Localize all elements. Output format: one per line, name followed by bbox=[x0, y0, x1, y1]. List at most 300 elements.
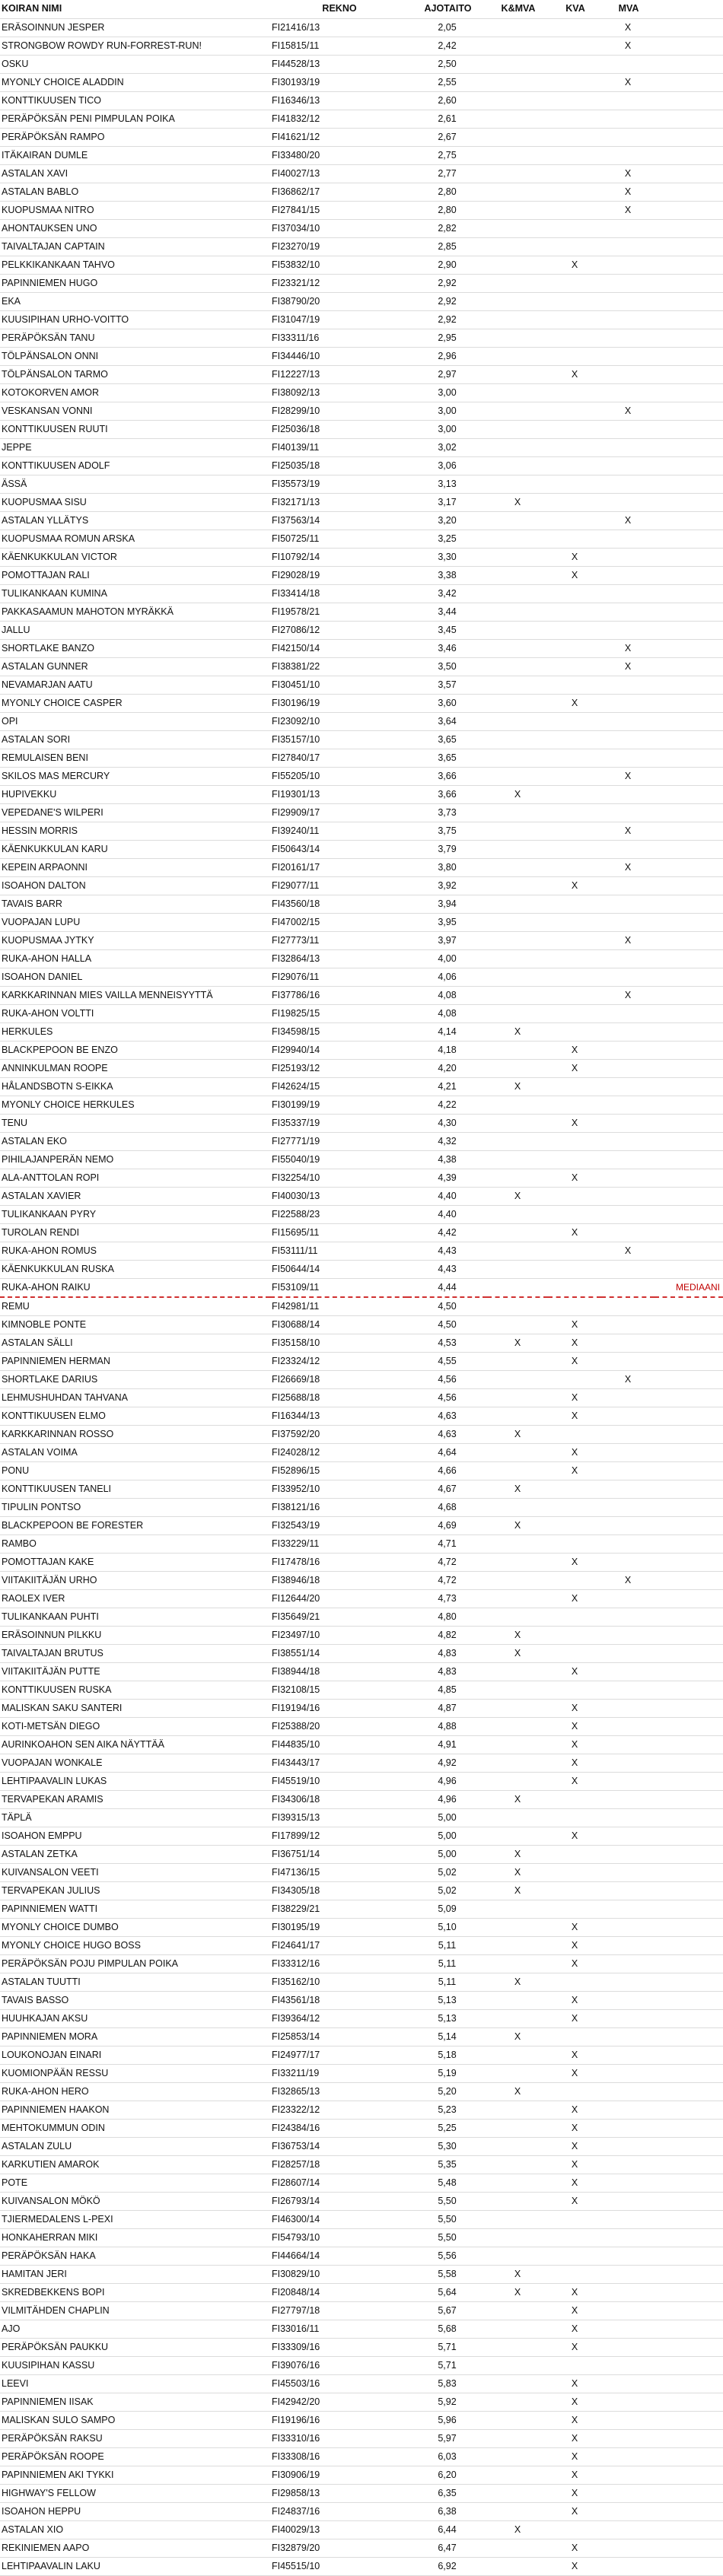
table-row bbox=[0, 1863, 723, 1881]
cell-kva bbox=[548, 1370, 601, 1388]
cell-kva bbox=[548, 1096, 601, 1114]
cell-rekno: FI37563/14 bbox=[270, 511, 407, 530]
cell-rekno: FI22588/23 bbox=[270, 1205, 407, 1223]
cell-ajotaito: 4,83 bbox=[407, 1662, 487, 1681]
table-row bbox=[0, 1334, 723, 1352]
table-row bbox=[0, 822, 723, 840]
cell-kmva bbox=[487, 913, 548, 931]
cell-kmva: X bbox=[487, 1845, 548, 1863]
cell-mva bbox=[601, 219, 655, 237]
cell-rekno: FI39076/16 bbox=[270, 2356, 407, 2374]
cell-ajotaito: 4,85 bbox=[407, 1681, 487, 1699]
cell-ajotaito: 5,11 bbox=[407, 1973, 487, 1991]
cell-kmva bbox=[487, 183, 548, 201]
cell-kva bbox=[548, 1150, 601, 1169]
cell-kva: X bbox=[548, 2119, 601, 2137]
cell-spacer bbox=[655, 2247, 723, 2265]
cell-ajotaito: 3,13 bbox=[407, 475, 487, 493]
cell-name: ASTALAN YLLÄTYS bbox=[0, 511, 270, 530]
cell-spacer bbox=[655, 1132, 723, 1150]
cell-kva: X bbox=[548, 2283, 601, 2301]
table-row bbox=[0, 1808, 723, 1827]
table-row bbox=[0, 493, 723, 511]
cell-kmva bbox=[487, 1717, 548, 1735]
header-row bbox=[0, 0, 723, 18]
table-body bbox=[0, 18, 723, 2575]
cell-spacer bbox=[655, 2082, 723, 2101]
cell-rekno: FI40139/11 bbox=[270, 438, 407, 456]
cell-name: LEHMUSHUHDAN TAHVANA bbox=[0, 1388, 270, 1407]
cell-mva bbox=[601, 1223, 655, 1242]
cell-mva bbox=[601, 1608, 655, 1626]
cell-ajotaito: 3,45 bbox=[407, 621, 487, 639]
cell-rekno: FI15815/11 bbox=[270, 37, 407, 55]
cell-kmva: X bbox=[487, 2027, 548, 2046]
cell-mva bbox=[601, 1735, 655, 1754]
cell-rekno: FI39364/12 bbox=[270, 2009, 407, 2027]
cell-spacer bbox=[655, 1608, 723, 1626]
cell-ajotaito: 3,92 bbox=[407, 876, 487, 895]
cell-ajotaito: 5,50 bbox=[407, 2228, 487, 2247]
cell-name: PAPINNIEMEN HAAKON bbox=[0, 2101, 270, 2119]
cell-mva: X bbox=[601, 858, 655, 876]
cell-mva bbox=[601, 1480, 655, 1498]
cell-name: HONKAHERRAN MIKI bbox=[0, 2228, 270, 2247]
cell-rekno: FI30196/19 bbox=[270, 694, 407, 712]
cell-kmva bbox=[487, 548, 548, 566]
cell-rekno: FI52896/15 bbox=[270, 1461, 407, 1480]
cell-mva bbox=[601, 1845, 655, 1863]
cell-mva bbox=[601, 365, 655, 383]
cell-rekno: FI25193/12 bbox=[270, 1059, 407, 1077]
cell-ajotaito: 2,90 bbox=[407, 256, 487, 274]
cell-kva bbox=[548, 1516, 601, 1534]
cell-kmva: X bbox=[487, 785, 548, 803]
cell-spacer bbox=[655, 1041, 723, 1059]
cell-rekno: FI41621/12 bbox=[270, 128, 407, 146]
cell-kva: X bbox=[548, 1461, 601, 1480]
cell-kmva bbox=[487, 1571, 548, 1589]
cell-spacer bbox=[655, 2411, 723, 2429]
cell-kva bbox=[548, 1973, 601, 1991]
cell-name: VESKANSAN VONNI bbox=[0, 402, 270, 420]
cell-kva bbox=[548, 2027, 601, 2046]
cell-kva bbox=[548, 1297, 601, 1316]
cell-name: PERÄPÖKSÄN PAUKKU bbox=[0, 2338, 270, 2356]
cell-kmva: X bbox=[487, 2265, 548, 2283]
table-row bbox=[0, 931, 723, 949]
cell-name: RUKA-AHON VOLTTI bbox=[0, 1004, 270, 1022]
table-row bbox=[0, 1315, 723, 1334]
cell-mva: X bbox=[601, 1242, 655, 1260]
cell-ajotaito: 6,38 bbox=[407, 2502, 487, 2520]
cell-mva bbox=[601, 1534, 655, 1553]
table-row bbox=[0, 347, 723, 365]
cell-rekno: FI12644/20 bbox=[270, 1589, 407, 1608]
cell-kmva bbox=[487, 1772, 548, 1790]
table-row bbox=[0, 2009, 723, 2027]
cell-rekno: FI38944/18 bbox=[270, 1662, 407, 1681]
cell-mva: X bbox=[601, 931, 655, 949]
cell-rekno: FI32108/15 bbox=[270, 1681, 407, 1699]
cell-kva bbox=[548, 895, 601, 913]
cell-kva bbox=[548, 2265, 601, 2283]
cell-kmva bbox=[487, 803, 548, 822]
cell-rekno: FI27771/19 bbox=[270, 1132, 407, 1150]
cell-mva bbox=[601, 1461, 655, 1480]
cell-kmva bbox=[487, 91, 548, 110]
cell-mva bbox=[601, 803, 655, 822]
cell-kmva bbox=[487, 1407, 548, 1425]
cell-kva bbox=[548, 1608, 601, 1626]
cell-spacer bbox=[655, 329, 723, 347]
cell-ajotaito: 5,23 bbox=[407, 2101, 487, 2119]
cell-mva bbox=[601, 2101, 655, 2119]
cell-kva: X bbox=[548, 2064, 601, 2082]
cell-kva bbox=[548, 530, 601, 548]
cell-mva bbox=[601, 237, 655, 256]
cell-kva bbox=[548, 1900, 601, 1918]
cell-spacer bbox=[655, 1699, 723, 1717]
cell-kva bbox=[548, 219, 601, 237]
cell-kmva bbox=[487, 603, 548, 621]
cell-kmva: X bbox=[487, 1790, 548, 1808]
cell-kmva bbox=[487, 1114, 548, 1132]
cell-kmva bbox=[487, 895, 548, 913]
cell-kva bbox=[548, 73, 601, 91]
cell-kva: X bbox=[548, 2101, 601, 2119]
cell-spacer bbox=[655, 2356, 723, 2374]
cell-spacer bbox=[655, 694, 723, 712]
table-row bbox=[0, 1205, 723, 1223]
cell-kmva bbox=[487, 1096, 548, 1114]
cell-ajotaito: 2,67 bbox=[407, 128, 487, 146]
cell-rekno: FI44835/10 bbox=[270, 1735, 407, 1754]
cell-mva bbox=[601, 2027, 655, 2046]
table-row bbox=[0, 146, 723, 164]
cell-ajotaito: 5,02 bbox=[407, 1881, 487, 1900]
cell-spacer bbox=[655, 1004, 723, 1022]
cell-kva bbox=[548, 438, 601, 456]
cell-kva: X bbox=[548, 1754, 601, 1772]
table-row bbox=[0, 1626, 723, 1644]
cell-kmva bbox=[487, 2210, 548, 2228]
cell-ajotaito: 6,35 bbox=[407, 2484, 487, 2502]
cell-ajotaito: 3,94 bbox=[407, 895, 487, 913]
table-row bbox=[0, 548, 723, 566]
cell-name: OSKU bbox=[0, 55, 270, 73]
cell-mva bbox=[601, 2374, 655, 2393]
cell-kva: X bbox=[548, 2557, 601, 2575]
cell-name: TULIKANKAAN KUMINA bbox=[0, 584, 270, 603]
cell-rekno: FI29077/11 bbox=[270, 876, 407, 895]
cell-kmva bbox=[487, 1808, 548, 1827]
cell-kva: X bbox=[548, 2137, 601, 2155]
table-row bbox=[0, 1699, 723, 1717]
table-row bbox=[0, 55, 723, 73]
cell-kva: X bbox=[548, 1553, 601, 1571]
cell-kva bbox=[548, 621, 601, 639]
cell-kva bbox=[548, 639, 601, 657]
cell-kmva bbox=[487, 2009, 548, 2027]
cell-kva: X bbox=[548, 1954, 601, 1973]
cell-mva bbox=[601, 493, 655, 511]
cell-mva bbox=[601, 1808, 655, 1827]
table-row bbox=[0, 639, 723, 657]
cell-ajotaito: 4,32 bbox=[407, 1132, 487, 1150]
table-row bbox=[0, 767, 723, 785]
cell-kva bbox=[548, 420, 601, 438]
cell-rekno: FI16346/13 bbox=[270, 91, 407, 110]
cell-mva bbox=[601, 1297, 655, 1316]
cell-kva: X bbox=[548, 2539, 601, 2557]
cell-rekno: FI38946/18 bbox=[270, 1571, 407, 1589]
cell-rekno: FI26669/18 bbox=[270, 1370, 407, 1388]
cell-rekno: FI32865/13 bbox=[270, 2082, 407, 2101]
cell-spacer bbox=[655, 1480, 723, 1498]
cell-rekno: FI17478/16 bbox=[270, 1553, 407, 1571]
cell-name: JALLU bbox=[0, 621, 270, 639]
cell-kmva: X bbox=[487, 1425, 548, 1443]
cell-name: TJIERMEDALENS L-PEXI bbox=[0, 2210, 270, 2228]
cell-mva: X bbox=[601, 639, 655, 657]
cell-kva: X bbox=[548, 548, 601, 566]
cell-name: PERÄPÖKSÄN ROOPE bbox=[0, 2447, 270, 2466]
cell-mva bbox=[601, 1516, 655, 1534]
table-row bbox=[0, 2320, 723, 2338]
cell-mva bbox=[601, 438, 655, 456]
cell-ajotaito: 5,11 bbox=[407, 1936, 487, 1954]
table-row bbox=[0, 329, 723, 347]
cell-kmva bbox=[487, 292, 548, 310]
cell-name: PERÄPÖKSÄN POJU PIMPULAN POIKA bbox=[0, 1954, 270, 1973]
cell-ajotaito: 4,40 bbox=[407, 1205, 487, 1223]
cell-rekno: FI39315/13 bbox=[270, 1808, 407, 1827]
cell-ajotaito: 5,25 bbox=[407, 2119, 487, 2137]
cell-ajotaito: 2,92 bbox=[407, 292, 487, 310]
cell-kva bbox=[548, 146, 601, 164]
table-row bbox=[0, 2228, 723, 2247]
cell-rekno: FI36751/14 bbox=[270, 1845, 407, 1863]
table-row bbox=[0, 2356, 723, 2374]
table-row bbox=[0, 1187, 723, 1205]
cell-name: PAPINNIEMEN IISAK bbox=[0, 2393, 270, 2411]
cell-ajotaito: 2,05 bbox=[407, 18, 487, 37]
table-row bbox=[0, 1223, 723, 1242]
cell-ajotaito: 4,18 bbox=[407, 1041, 487, 1059]
cell-rekno: FI34305/18 bbox=[270, 1881, 407, 1900]
table-row bbox=[0, 566, 723, 584]
cell-rekno: FI24837/16 bbox=[270, 2502, 407, 2520]
cell-spacer bbox=[655, 1498, 723, 1516]
cell-kmva bbox=[487, 2064, 548, 2082]
cell-rekno: FI42624/15 bbox=[270, 1077, 407, 1096]
table-row bbox=[0, 1096, 723, 1114]
cell-ajotaito: 4,72 bbox=[407, 1571, 487, 1589]
table-row bbox=[0, 1936, 723, 1954]
cell-mva bbox=[601, 2356, 655, 2374]
cell-kva: X bbox=[548, 2301, 601, 2320]
cell-kmva bbox=[487, 1936, 548, 1954]
cell-name: MYONLY CHOICE HERKULES bbox=[0, 1096, 270, 1114]
table-row bbox=[0, 1681, 723, 1699]
cell-kva bbox=[548, 1242, 601, 1260]
cell-kva bbox=[548, 456, 601, 475]
cell-kva: X bbox=[548, 1827, 601, 1845]
cell-name: ISOAHON DALTON bbox=[0, 876, 270, 895]
cell-spacer bbox=[655, 1461, 723, 1480]
cell-name: TERVAPEKAN JULIUS bbox=[0, 1881, 270, 1900]
cell-ajotaito: 5,18 bbox=[407, 2046, 487, 2064]
cell-rekno: FI34306/18 bbox=[270, 1790, 407, 1808]
cell-spacer bbox=[655, 55, 723, 73]
cell-name: VEPEDANE'S WILPERI bbox=[0, 803, 270, 822]
cell-kmva bbox=[487, 274, 548, 292]
cell-name: KARKKARINNAN MIES VAILLA MENNEISYYTTÄ bbox=[0, 986, 270, 1004]
cell-rekno: FI40029/13 bbox=[270, 2520, 407, 2539]
cell-kmva bbox=[487, 1169, 548, 1187]
header-spacer bbox=[655, 0, 723, 18]
cell-rekno: FI36753/14 bbox=[270, 2137, 407, 2155]
table-row bbox=[0, 694, 723, 712]
cell-name: KUUSIPIHAN URHO-VOITTO bbox=[0, 310, 270, 329]
cell-ajotaito: 5,30 bbox=[407, 2137, 487, 2155]
cell-mva bbox=[601, 584, 655, 603]
cell-mva bbox=[601, 2411, 655, 2429]
cell-rekno: FI38092/13 bbox=[270, 383, 407, 402]
cell-ajotaito: 4,42 bbox=[407, 1223, 487, 1242]
table-row bbox=[0, 1845, 723, 1863]
cell-rekno: FI19578/21 bbox=[270, 603, 407, 621]
cell-spacer bbox=[655, 1187, 723, 1205]
cell-kva bbox=[548, 18, 601, 37]
cell-name: AHONTAUKSEN UNO bbox=[0, 219, 270, 237]
cell-rekno: FI19301/13 bbox=[270, 785, 407, 803]
cell-rekno: FI38551/14 bbox=[270, 1644, 407, 1662]
cell-spacer bbox=[655, 456, 723, 475]
cell-kva bbox=[548, 986, 601, 1004]
cell-mva bbox=[601, 383, 655, 402]
cell-mva bbox=[601, 2320, 655, 2338]
cell-spacer bbox=[655, 18, 723, 37]
cell-kva bbox=[548, 237, 601, 256]
table-row bbox=[0, 949, 723, 968]
cell-mva bbox=[601, 1004, 655, 1022]
table-row bbox=[0, 1516, 723, 1534]
cell-ajotaito: 3,46 bbox=[407, 639, 487, 657]
cell-mva bbox=[601, 146, 655, 164]
cell-rekno: FI33211/19 bbox=[270, 2064, 407, 2082]
cell-ajotaito: 2,95 bbox=[407, 329, 487, 347]
table-row bbox=[0, 1717, 723, 1735]
cell-rekno: FI53109/11 bbox=[270, 1278, 407, 1297]
cell-name: TAIVALTAJAN BRUTUS bbox=[0, 1644, 270, 1662]
cell-mva bbox=[601, 840, 655, 858]
median-label: MEDIAANI bbox=[655, 1278, 723, 1297]
cell-spacer bbox=[655, 621, 723, 639]
cell-kmva bbox=[487, 2137, 548, 2155]
cell-spacer bbox=[655, 895, 723, 913]
cell-kmva bbox=[487, 1352, 548, 1370]
cell-kva: X bbox=[548, 1991, 601, 2009]
cell-ajotaito: 3,00 bbox=[407, 420, 487, 438]
cell-rekno: FI23321/12 bbox=[270, 274, 407, 292]
cell-rekno: FI23324/12 bbox=[270, 1352, 407, 1370]
cell-kva: X bbox=[548, 1114, 601, 1132]
cell-mva bbox=[601, 712, 655, 730]
table-row bbox=[0, 219, 723, 237]
cell-mva bbox=[601, 749, 655, 767]
cell-kmva bbox=[487, 968, 548, 986]
cell-ajotaito: 4,96 bbox=[407, 1772, 487, 1790]
cell-kva bbox=[548, 785, 601, 803]
cell-mva: X bbox=[601, 37, 655, 55]
cell-kva: X bbox=[548, 1443, 601, 1461]
cell-kmva bbox=[487, 128, 548, 146]
cell-spacer bbox=[655, 1553, 723, 1571]
table-row bbox=[0, 1260, 723, 1278]
table-row bbox=[0, 1608, 723, 1626]
cell-kva bbox=[548, 1845, 601, 1863]
cell-kmva bbox=[487, 1205, 548, 1223]
cell-spacer bbox=[655, 1370, 723, 1388]
cell-ajotaito: 3,00 bbox=[407, 402, 487, 420]
cell-mva bbox=[601, 2247, 655, 2265]
cell-rekno: FI33308/16 bbox=[270, 2447, 407, 2466]
cell-mva bbox=[601, 785, 655, 803]
cell-kmva bbox=[487, 694, 548, 712]
cell-spacer bbox=[655, 931, 723, 949]
cell-kva bbox=[548, 1425, 601, 1443]
cell-name: HAMITAN JERI bbox=[0, 2265, 270, 2283]
cell-spacer bbox=[655, 110, 723, 128]
cell-spacer bbox=[655, 91, 723, 110]
cell-kmva bbox=[487, 2046, 548, 2064]
cell-rekno: FI19196/16 bbox=[270, 2411, 407, 2429]
cell-name: LEEVI bbox=[0, 2374, 270, 2393]
table-row bbox=[0, 676, 723, 694]
table-row bbox=[0, 1278, 723, 1297]
cell-spacer bbox=[655, 676, 723, 694]
cell-kva bbox=[548, 1808, 601, 1827]
cell-kmva: X bbox=[487, 2520, 548, 2539]
table-row bbox=[0, 2247, 723, 2265]
cell-rekno: FI55205/10 bbox=[270, 767, 407, 785]
cell-mva bbox=[601, 676, 655, 694]
cell-rekno: FI33311/16 bbox=[270, 329, 407, 347]
cell-kva: X bbox=[548, 1315, 601, 1334]
table-row bbox=[0, 1022, 723, 1041]
cell-ajotaito: 4,63 bbox=[407, 1425, 487, 1443]
cell-name: VUOPAJAN LUPU bbox=[0, 913, 270, 931]
cell-mva: X bbox=[601, 822, 655, 840]
cell-spacer bbox=[655, 1059, 723, 1077]
cell-mva bbox=[601, 1059, 655, 1077]
cell-kva bbox=[548, 803, 601, 822]
cell-spacer bbox=[655, 2502, 723, 2520]
cell-mva bbox=[601, 949, 655, 968]
cell-rekno: FI30199/19 bbox=[270, 1096, 407, 1114]
cell-rekno: FI27773/11 bbox=[270, 931, 407, 949]
cell-mva bbox=[601, 1954, 655, 1973]
cell-spacer bbox=[655, 1077, 723, 1096]
cell-ajotaito: 3,65 bbox=[407, 749, 487, 767]
table-row bbox=[0, 1498, 723, 1516]
cell-kva bbox=[548, 1278, 601, 1297]
table-row bbox=[0, 91, 723, 110]
table-row bbox=[0, 2557, 723, 2575]
cell-mva bbox=[601, 1863, 655, 1881]
